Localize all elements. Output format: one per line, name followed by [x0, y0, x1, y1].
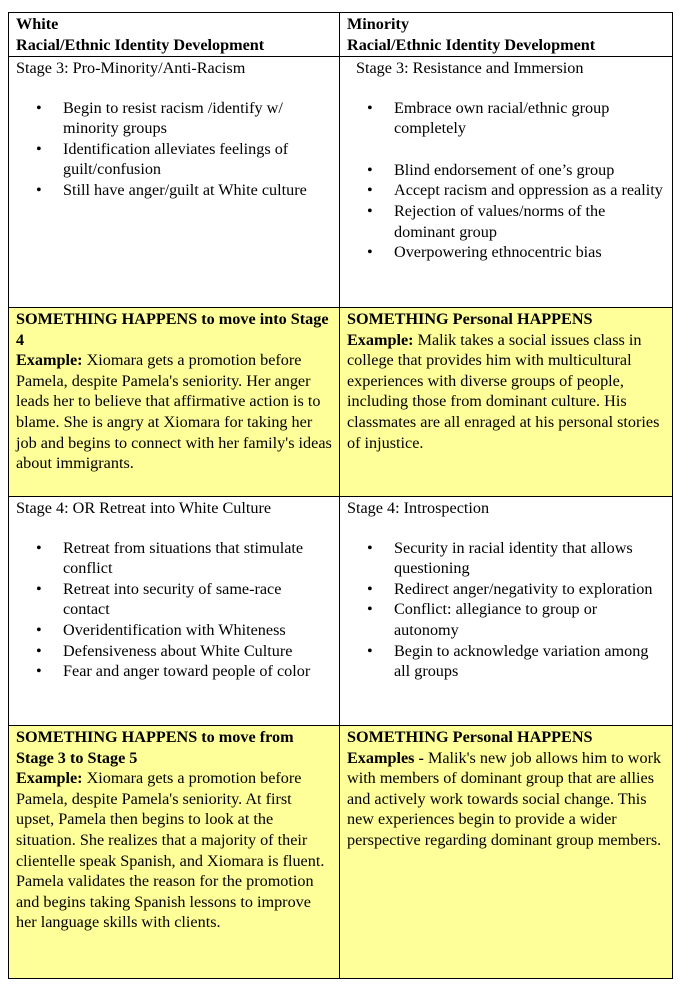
minority-stage4-list — [347, 538, 665, 682]
minority-happens2-heading: SOMETHING Personal HAPPENS — [347, 728, 593, 746]
list-item: • Conflict: allegiance to group or autonomy — [394, 599, 665, 640]
list-item: • Accept racism and oppression as a reality — [394, 180, 665, 201]
list-item: • Fear and anger toward people of color — [63, 661, 332, 682]
white-header-cell — [9, 13, 340, 57]
list-item: • Still have anger/guilt at White culture — [63, 180, 332, 201]
example-text: Xiomara gets a promotion before Pamela, despite Pamela's seniority. At first upset, Pamela then begins to look at the situation. She realizes that a majority of their clientelle speak Spanish, and Xiomara is fluent. Pamela validates the reason for the promotion and begins taking Spanish lessons to improve her language skills with clients. — [16, 769, 325, 932]
white-stage3-list — [16, 98, 332, 201]
list-item: • Identification alleviates feelings of guilt/confusion — [63, 139, 332, 180]
example-label: Example: — [347, 330, 414, 349]
identity-development-table — [8, 12, 673, 979]
minority-happens1-cell — [340, 308, 673, 497]
list-item: • Rejection of values/norms of the dominant group — [394, 201, 665, 242]
white-happens1-example — [16, 350, 332, 474]
list-item: • Embrace own racial/ethnic group completely — [394, 98, 665, 139]
white-stage3-cell — [9, 57, 340, 308]
list-item: • Security in racial identity that allows questioning — [394, 538, 665, 579]
example-text: Malik's new job allows him to work with members of dominant group that are allies and actively work towards social change. This new experiences begin to provide a wider perspective regarding dominant group members. — [347, 748, 662, 849]
white-happens1-cell — [9, 308, 340, 497]
minority-stage3-list — [347, 98, 665, 263]
list-item: • Overidentification with Whiteness — [63, 620, 332, 641]
minority-header-line1: Minority — [347, 15, 410, 33]
stage3-row — [9, 57, 673, 308]
happens1-row — [9, 308, 673, 497]
white-stage4-title: Stage 4: OR Retreat into White Culture — [16, 499, 272, 517]
header-row — [9, 13, 673, 57]
minority-stage3-cell — [340, 57, 673, 308]
white-happens2-heading: SOMETHING HAPPENS to move from Stage 3 to Stage 5 — [16, 728, 294, 767]
white-header-line2: Racial/Ethnic Identity Development — [16, 35, 265, 54]
minority-header-line2: Racial/Ethnic Identity Development — [347, 35, 596, 54]
minority-happens2-example — [347, 748, 665, 851]
example-text: Malik takes a social issues class in college that provides him with multicultural experiences with diverse groups of people, including those from dominant culture. His classmates are all enraged at his personal stories of injustice. — [347, 330, 660, 452]
white-happens1-heading: SOMETHING HAPPENS to move into Stage 4 — [16, 310, 329, 349]
stage4-row — [9, 497, 673, 726]
example-label: Examples - — [347, 748, 424, 767]
minority-header-cell — [340, 13, 673, 57]
list-item: • Begin to acknowledge variation among all groups — [394, 641, 665, 682]
happens2-row — [9, 726, 673, 979]
white-stage4-cell — [9, 497, 340, 726]
minority-happens1-heading: SOMETHING Personal HAPPENS — [347, 310, 593, 328]
list-item: • Retreat into security of same-race contact — [63, 579, 332, 620]
white-header-line1: White — [16, 15, 59, 33]
white-happens2-cell — [9, 726, 340, 979]
minority-stage4-title: Stage 4: Introspection — [347, 499, 490, 517]
minority-happens1-example — [347, 330, 665, 454]
list-item: • Begin to resist racism /identify w/ minority groups — [63, 98, 332, 139]
example-label: Example: — [16, 351, 83, 370]
example-text: Xiomara gets a promotion before Pamela, despite Pamela's seniority. Her anger leads her to believe that affirmative action is to blame. She is angry at Xiomara for taking her job and begins to connect with her family's ideas about immigrants. — [16, 351, 332, 473]
list-item: • Overpowering ethnocentric bias — [394, 242, 665, 263]
minority-happens2-cell — [340, 726, 673, 979]
white-happens2-example — [16, 768, 332, 933]
minority-stage4-cell — [340, 497, 673, 726]
white-stage4-list — [16, 538, 332, 682]
example-label: Example: — [16, 769, 83, 788]
minority-stage3-title: Stage 3: Resistance and Immersion — [356, 59, 584, 77]
list-item: • Retreat from situations that stimulate conflict — [63, 538, 332, 579]
list-item: • Defensiveness about White Culture — [63, 641, 332, 662]
list-item: • Redirect anger/negativity to exploration — [394, 579, 665, 600]
list-item: • Blind endorsement of one’s group — [394, 160, 665, 181]
white-stage3-title: Stage 3: Pro-Minority/Anti-Racism — [16, 59, 246, 77]
